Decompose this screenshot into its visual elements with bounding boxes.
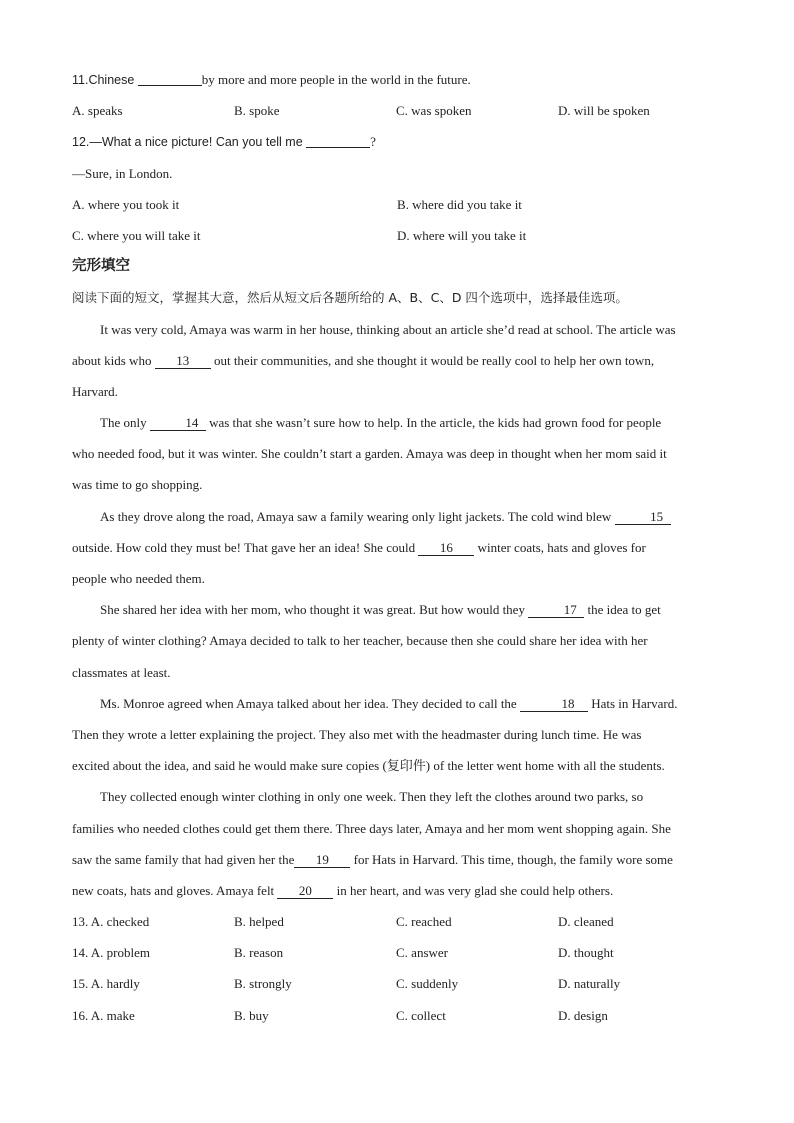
option-c[interactable]: C. reached <box>396 914 452 930</box>
choice-row-13 <box>72 906 724 937</box>
exam-page <box>72 64 724 1031</box>
passage-text: in her heart, and was very glad she could help others. <box>333 882 614 898</box>
passage-text: She shared her idea with her mom, who thought it was great. But how would they <box>100 602 529 618</box>
option-d[interactable]: D. will be spoken <box>558 103 650 119</box>
passage-line <box>72 407 724 438</box>
option-b[interactable]: B. helped <box>234 914 284 930</box>
answer-blank[interactable] <box>306 133 370 148</box>
passage-text: Ms. Monroe agreed when Amaya talked about her idea. They decided to call the <box>100 695 520 711</box>
blank-20[interactable]: 20 <box>277 884 333 899</box>
option-a[interactable]: 13. A. checked <box>72 914 150 930</box>
passage-text: new coats, hats and gloves. Amaya felt <box>72 882 278 898</box>
passage-text: Hats in Harvard. <box>587 695 678 711</box>
option-d[interactable]: D. naturally <box>558 976 621 992</box>
passage-text: As they drove along the road, Amaya saw a family wearing only light jackets. The cold wind blew <box>100 508 615 524</box>
blank-14[interactable]: 14 <box>150 416 206 431</box>
passage-line <box>72 345 724 376</box>
option-d[interactable]: D. where will you take it <box>397 227 527 243</box>
passage-line: excited about the idea, and said he would make sure copies (复印件) of the letter went home with all the students. <box>72 758 665 774</box>
option-c[interactable]: C. answer <box>396 945 448 961</box>
passage-line <box>72 594 724 625</box>
passage-line <box>72 844 724 875</box>
option-c[interactable]: C. suddenly <box>396 976 459 992</box>
passage-text: The only <box>100 415 150 431</box>
passage-text: for Hats in Harvard. This time, though, the family wore some <box>350 851 673 867</box>
passage-text: about kids who <box>72 352 155 368</box>
option-a[interactable]: A. where you took it <box>72 196 180 212</box>
passage-line: They collected enough winter clothing in only one week. Then they left the clothes around two parks, so <box>100 789 644 805</box>
passage-line: classmates at least. <box>72 664 171 680</box>
passage-line <box>72 875 724 906</box>
question-12-stem-end: ? <box>370 134 376 150</box>
section-instruction: 阅读下面的短文，掌握其大意，然后从短文后各题所给的 A、B、C、D 四个选项中，选择最佳选项。 <box>72 290 628 306</box>
passage-line <box>72 688 724 719</box>
answer-blank[interactable] <box>138 71 202 86</box>
question-12-options-row1 <box>72 189 724 220</box>
option-c[interactable]: C. where you will take it <box>72 227 201 243</box>
option-a[interactable]: 14. A. problem <box>72 945 150 961</box>
section-title: 完形填空 <box>72 258 130 275</box>
question-12-options-row2 <box>72 220 724 251</box>
option-a[interactable]: 15. A. hardly <box>72 976 140 992</box>
option-c[interactable]: C. was spoken <box>396 103 472 119</box>
option-b[interactable]: B. spoke <box>234 103 280 119</box>
passage-line: who needed food, but it was winter. She couldn’t start a garden. Amaya was deep in thought when her mom said it <box>72 446 667 462</box>
blank-15[interactable]: 15 <box>615 510 671 525</box>
option-d[interactable]: D. thought <box>558 945 614 961</box>
question-11-options <box>72 95 724 126</box>
option-c[interactable]: C. collect <box>396 1007 446 1023</box>
option-b[interactable]: B. reason <box>234 945 284 961</box>
passage-line: Then they wrote a letter explaining the project. They also met with the headmaster during lunch time. He was <box>72 726 642 742</box>
passage-text: was that she wasn’t sure how to help. In the article, the kids had grown food for people <box>205 415 662 431</box>
passage-line: was time to go shopping. <box>72 477 203 493</box>
option-b[interactable]: B. where did you take it <box>397 196 522 212</box>
passage-line: plenty of winter clothing? Amaya decided to talk to her teacher, because then she could share her idea with her <box>72 633 648 649</box>
option-a[interactable]: A. speaks <box>72 103 123 119</box>
blank-13[interactable]: 13 <box>155 354 211 369</box>
question-11-stem-start: 11.Chinese <box>72 73 138 87</box>
passage-text: winter coats, hats and gloves for <box>474 539 646 555</box>
choice-row-15 <box>72 968 724 999</box>
question-12-reply: —Sure, in London. <box>72 165 173 181</box>
passage-text: the idea to get <box>584 602 661 618</box>
passage-line <box>72 532 724 563</box>
blank-16[interactable]: 16 <box>418 541 474 556</box>
passage-line: Harvard. <box>72 383 118 399</box>
question-12-stem-start: 12.—What a nice picture! Can you tell me <box>72 135 307 150</box>
passage-text: saw the same family that had given her the <box>72 851 295 867</box>
passage-line: people who needed them. <box>72 571 205 586</box>
blank-18[interactable]: 18 <box>520 697 588 712</box>
passage-text: outside. How cold they must be! That gave her an idea! She could <box>72 539 419 555</box>
option-a[interactable]: 16. A. make <box>72 1007 135 1023</box>
question-11-stem-end: by more and more people in the world in the future. <box>201 72 471 87</box>
passage-line <box>72 501 724 532</box>
option-b[interactable]: B. strongly <box>234 976 292 992</box>
question-11-stem <box>72 64 724 95</box>
choice-row-14 <box>72 937 724 968</box>
option-b[interactable]: B. buy <box>234 1007 269 1023</box>
passage-text: out their communities, and she thought it would be really cool to help her own town, <box>210 352 655 368</box>
passage-line: families who needed clothes could get them there. Three days later, Amaya and her mom went shopping again. She <box>72 820 671 836</box>
choice-row-16 <box>72 1000 724 1031</box>
option-d[interactable]: D. cleaned <box>558 914 614 930</box>
blank-17[interactable]: 17 <box>528 603 584 618</box>
option-d[interactable]: D. design <box>558 1007 608 1023</box>
passage-line: It was very cold, Amaya was warm in her house, thinking about an article she’d read at school. The article was <box>100 321 676 337</box>
question-12-stem <box>72 126 724 157</box>
blank-19[interactable]: 19 <box>294 853 350 868</box>
